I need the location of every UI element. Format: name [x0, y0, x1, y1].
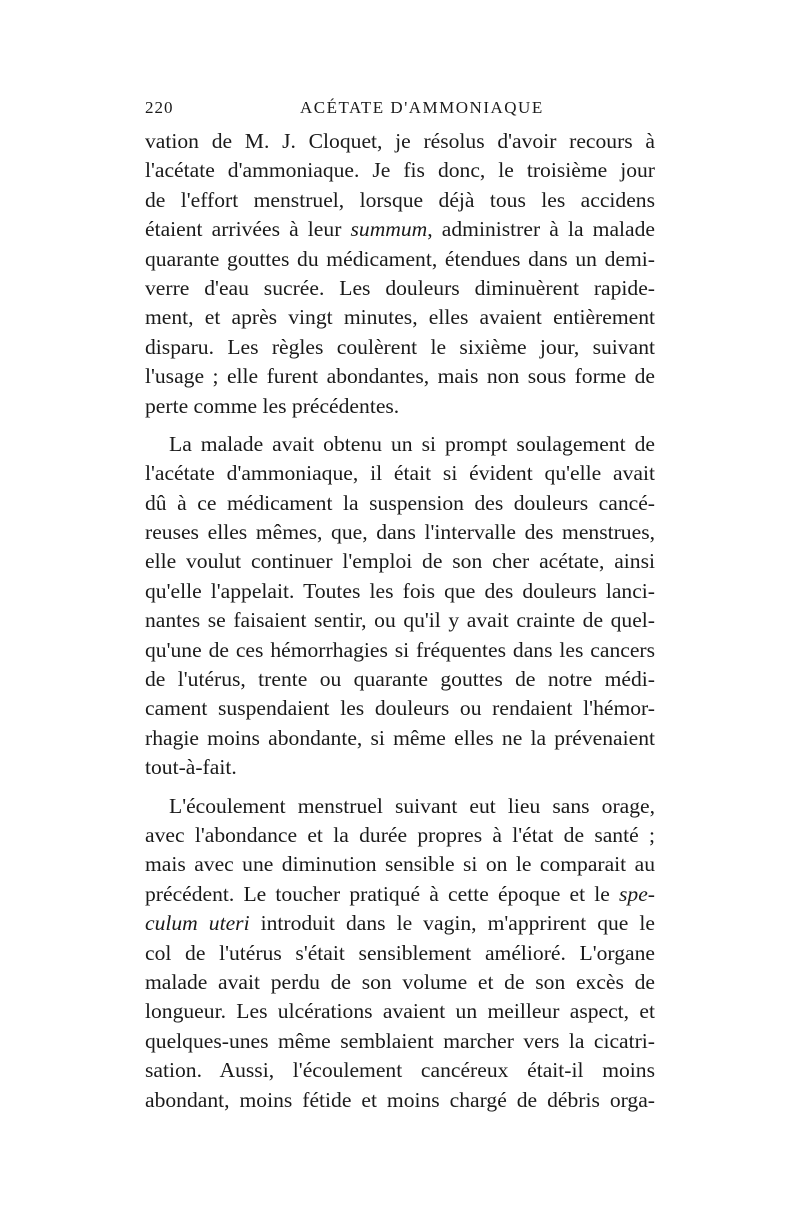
paragraph [145, 127, 655, 421]
text-line: verre d'eau sucrée. Les douleurs diminuèrent rapide- [145, 275, 655, 300]
italic-term: culum uteri [145, 911, 250, 936]
text-line: étaient arrivées à leur summum, administrer à la malade [145, 217, 655, 242]
text-line: La malade avait obtenu un si prompt soulagement de [169, 431, 655, 456]
text-line: ment, et après vingt minutes, elles avaient entièrement [145, 305, 655, 330]
text-line: malade avait perdu de son volume et de son excès de [145, 969, 655, 994]
text-line: sation. Aussi, l'écoulement cancéreux était-il moins [145, 1058, 655, 1083]
text-line: dû à ce médicament la suspension des douleurs cancé- [145, 490, 655, 515]
running-head: ACÉTATE D'AMMONIAQUE [300, 98, 544, 117]
text-line: l'usage ; elle furent abondantes, mais non sous forme de [145, 364, 655, 389]
italic-term: summum [350, 217, 428, 242]
text-line: culum uteri introduit dans le vagin, m'apprirent que le [145, 911, 655, 936]
text-line: abondant, moins fétide et moins chargé de débris orga- [145, 1087, 655, 1112]
text-line: avec l'abondance et la durée propres à l'état de santé ; [145, 822, 655, 847]
text-line: mais avec une diminution sensible si on le comparait au [145, 852, 655, 877]
text-line: quelques-unes même semblaient marcher vers la cicatri- [145, 1028, 655, 1053]
text-line: précédent. Le toucher pratiqué à cette époque et le spe- [145, 881, 655, 906]
text-line: cament suspendaient les douleurs ou rendaient l'hémor- [145, 696, 655, 721]
text-line: col de l'utérus s'était sensiblement amélioré. L'organe [145, 940, 655, 965]
text-line: elle voulut continuer l'emploi de son cher acétate, ainsi [145, 549, 655, 574]
text-line: qu'une de ces hémorrhagies si fréquentes dans les cancers [145, 637, 655, 662]
text-line: reuses elles mêmes, que, dans l'intervalle des menstrues, [145, 520, 655, 545]
text-line: qu'elle l'appelait. Toutes les fois que des douleurs lanci- [145, 578, 655, 603]
page-header [145, 98, 655, 124]
body-text [145, 127, 655, 1124]
text-line: quarante gouttes du médicament, étendues dans un demi- [145, 246, 655, 271]
text-line: l'acétate d'ammoniaque. Je fis donc, le troisième jour [145, 158, 655, 183]
text-line: tout-à-fait. [145, 755, 237, 780]
text-line: de l'utérus, trente ou quarante gouttes de notre médi- [145, 667, 655, 692]
text-line: rhagie moins abondante, si même elles ne la prévenaient [145, 725, 655, 750]
paragraph [145, 430, 655, 783]
text-line: de l'effort menstruel, lorsque déjà tous les accidens [145, 187, 655, 212]
text-line: l'acétate d'ammoniaque, il était si évident qu'elle avait [145, 461, 655, 486]
text-line: nantes se faisaient sentir, ou qu'il y avait crainte de quel- [145, 608, 655, 633]
paragraph [145, 792, 655, 1115]
text-line: L'écoulement menstruel suivant eut lieu sans orage, [169, 793, 655, 818]
text-line: disparu. Les règles coulèrent le sixième jour, suivant [145, 334, 655, 359]
text-line: perte comme les précédentes. [145, 393, 400, 418]
italic-term: spe- [619, 881, 655, 906]
page-number: 220 [145, 98, 174, 117]
text-line: vation de M. J. Cloquet, je résolus d'avoir recours à [145, 129, 655, 153]
text-line: longueur. Les ulcérations avaient un meilleur aspect, et [145, 999, 655, 1024]
